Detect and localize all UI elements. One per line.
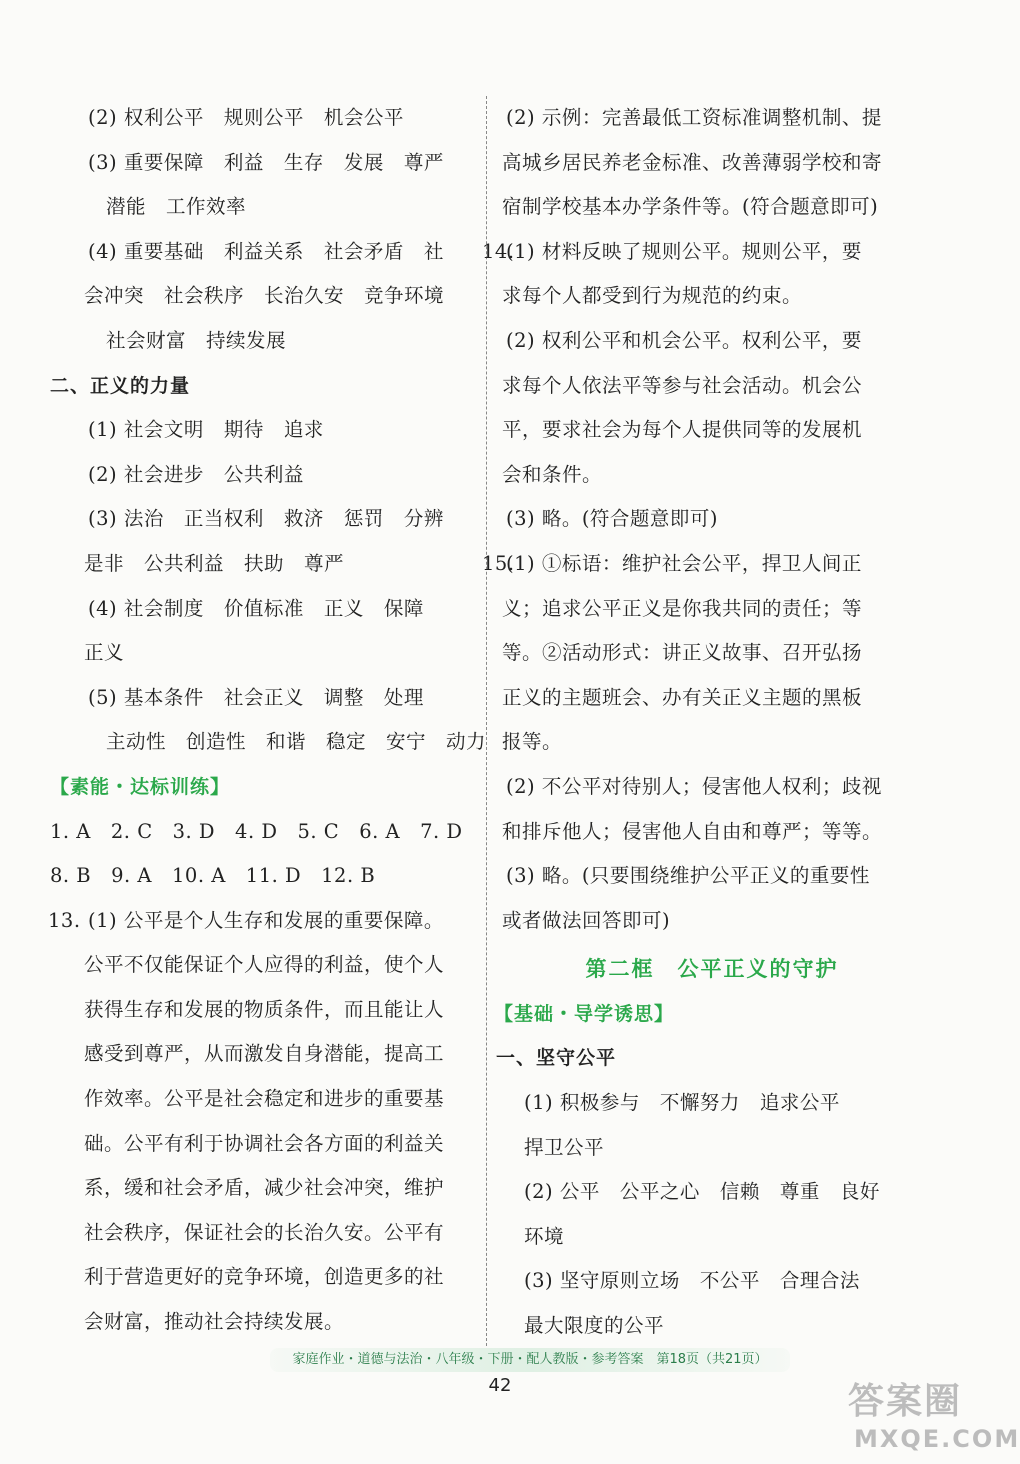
text-line: 求每个人依法平等参与社会活动。机会公 [502, 373, 863, 397]
text-line: 会和条件。 [502, 462, 603, 486]
text-line: (1) ①标语：维护社会公平，捍卫人间正 [506, 551, 862, 575]
question-number: 14. [482, 239, 515, 263]
text-line: 主动性 创造性 和谐 稳定 安宁 动力 [106, 730, 487, 754]
text-line: 报等。 [502, 730, 563, 754]
text-line: (2) 权利公平 规则公平 机会公平 [88, 106, 404, 129]
section-heading: 二、正义的力量 [50, 374, 191, 397]
text-line: (3) 略。(只要围绕维护公平正义的重要性 [506, 864, 870, 888]
watermark-title: 答案圈 [848, 1381, 963, 1422]
text-line: 作效率。公平是社会稳定和进步的重要基 [84, 1087, 445, 1111]
text-line: 求每个人都受到行为规范的约束。 [502, 284, 803, 308]
text-line: 会冲突 社会秩序 长治久安 竞争环境 [84, 284, 445, 308]
section-tag: 【基础・导学诱思】 [494, 1002, 675, 1025]
text-line: 感受到尊严，从而激发自身潜能，提高工 [84, 1042, 445, 1066]
text-line: (4) 社会制度 价值标准 正义 保障 [88, 596, 424, 620]
text-line: 系，缓和社会矛盾，减少社会冲突，维护 [84, 1176, 445, 1200]
text-line: 最大限度的公平 [524, 1314, 665, 1338]
text-line: 会财富，推动社会持续发展。 [84, 1310, 345, 1334]
left-column [48, 96, 487, 1345]
text-line: (2) 不公平对待别人；侵害他人权利；歧视 [506, 774, 882, 798]
page-footer: 家庭作业・道德与法治・八年级・下册・配人教版・参考答案 第18页（共21页） [270, 1348, 790, 1372]
column-divider [486, 96, 487, 1346]
answer-key-line: 8. B 9. A 10. A 11. D 12. B [50, 864, 376, 888]
question-number: 15. [482, 551, 515, 575]
page-number: 42 [488, 1375, 512, 1396]
text-line: 础。公平有利于协调社会各方面的利益关 [84, 1131, 445, 1155]
question-15-line [482, 542, 922, 587]
text-line: (2) 权利公平和机会公平。权利公平，要 [506, 328, 862, 352]
text-line: 正义的主题班会、办有关正义主题的黑板 [502, 685, 863, 709]
text-line: 社会财富 持续发展 [106, 328, 287, 352]
text-line: 和排斥他人；侵害他人自由和尊严；等等。 [502, 819, 883, 843]
text-line: 平，要求社会为每个人提供同等的发展机 [502, 418, 863, 442]
text-line: 环境 [524, 1224, 565, 1248]
text-line: (3) 重要保障 利益 生存 发展 尊严 [88, 150, 444, 174]
text-line: 正义 [84, 641, 125, 665]
watermark-logo [848, 1380, 1020, 1464]
section-tag: 【素能・达标训练】 [50, 775, 231, 798]
text-line: (3) 略。(符合题意即可) [506, 507, 719, 531]
watermark-url: MXQE.COM [854, 1425, 1020, 1453]
text-line: 公平不仅能保证个人应得的利益，使个人 [84, 953, 445, 977]
text-line: 或者做法回答即可) [502, 908, 671, 932]
text-line: 宿制学校基本办学条件等。(符合题意即可) [502, 195, 879, 219]
text-line: 义；追求公平正义是你我共同的责任；等 [502, 596, 863, 620]
section-heading: 一、坚守公平 [496, 1047, 617, 1070]
text-line: (1) 公平是个人生存和发展的重要保障。 [88, 908, 444, 932]
text-line: 捍卫公平 [524, 1135, 605, 1159]
question-13-line [48, 899, 476, 944]
text-line: 利于营造更好的竞争环境，创造更多的社 [84, 1265, 445, 1289]
text-line: (1) 积极参与 不懈努力 追求公平 [524, 1091, 840, 1115]
right-column [482, 96, 922, 1349]
text-line: (3) 法治 正当权利 救济 惩罚 分辨 [88, 507, 444, 531]
question-14-line [482, 230, 922, 275]
answer-key-line: 1. A 2. C 3. D 4. D 5. C 6. A 7. D [50, 819, 463, 843]
text-line: 是非 公共利益 扶助 尊严 [84, 551, 345, 575]
text-line: (1) 社会文明 期待 追求 [88, 418, 324, 442]
text-line: (2) 示例：完善最低工资标准调整机制、提 [506, 106, 882, 129]
text-line: (1) 材料反映了规则公平。规则公平，要 [506, 239, 862, 263]
text-line: 潜能 工作效率 [106, 195, 247, 219]
text-line: (5) 基本条件 社会正义 调整 处理 [88, 685, 424, 709]
text-line: 社会秩序，保证社会的长治久安。公平有 [84, 1220, 445, 1244]
text-line: (3) 坚守原则立场 不公平 合理合法 [524, 1269, 860, 1293]
text-line: 获得生存和发展的物质条件，而且能让人 [84, 997, 445, 1021]
text-line: (4) 重要基础 利益关系 社会矛盾 社 [88, 239, 444, 263]
text-line: (2) 社会进步 公共利益 [88, 462, 304, 486]
question-number: 13. [48, 908, 81, 932]
text-line: 等。②活动形式：讲正义故事、召开弘扬 [502, 641, 863, 665]
text-line: 高城乡居民养老金标准、改善薄弱学校和寄 [502, 150, 883, 174]
text-line: (2) 公平 公平之心 信赖 尊重 良好 [524, 1180, 880, 1204]
section-title: 第二框 公平正义的守护 [585, 957, 839, 982]
